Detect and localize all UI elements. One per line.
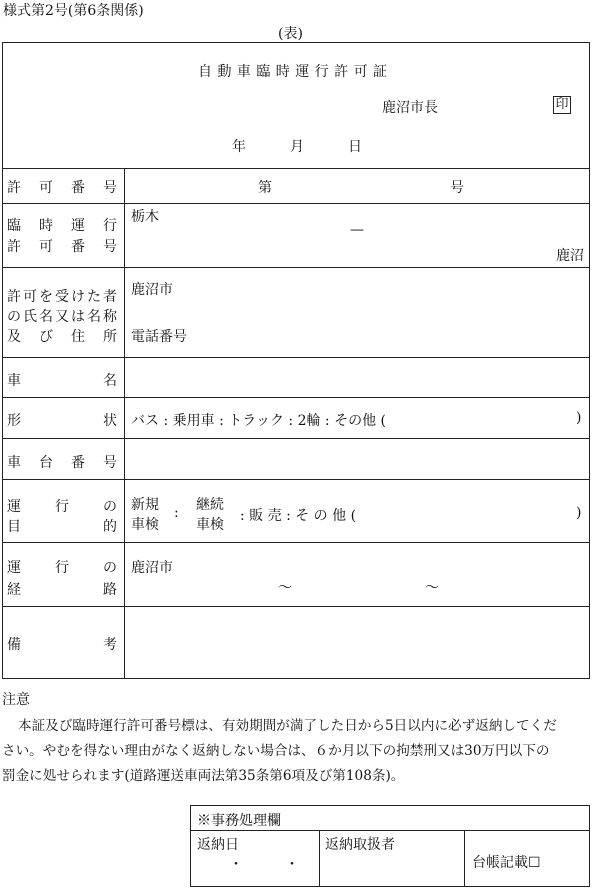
purpose-colon: : (174, 505, 179, 521)
shape-close: ) (576, 410, 582, 426)
return-handler-label: 返納取扱者 (325, 837, 395, 853)
office-box-column (464, 830, 465, 887)
notes-line-1: 本証及び臨時運行許可番号標は、有効期間が満了した日から5日以内に必ず返納してくだ (18, 718, 557, 734)
purpose-label-2: 目的 (7, 519, 117, 535)
route-label-1: 運行の (7, 560, 117, 576)
purpose-label-1: 運行の (7, 499, 117, 515)
notes-line-2: さい。やむを得ない理由がなく返納しない場合は、６か月以下の拘禁刑又は30万円以下の (2, 743, 550, 759)
chassis-label: 車台番号 (7, 455, 117, 471)
permit-number-prefix: 第 (258, 180, 272, 196)
holder-phone: 電話番号 (131, 329, 187, 345)
notes-line-3: 罰金に処せられます(道路運送車両法第35条第6項及び第108条)。 (2, 768, 405, 784)
route-tilde-1: 〜 (278, 580, 292, 596)
return-date-label: 返納日 (197, 837, 239, 853)
date-year: 年 (232, 139, 246, 155)
return-date-dots: ・ ・ (229, 857, 299, 873)
holder-label-3: 及び住所 (7, 329, 117, 345)
office-box-title: ※事務処理欄 (197, 813, 281, 829)
route-label-2: 経路 (7, 582, 117, 598)
seal-mark: 印 (553, 96, 571, 114)
shape-options: バス : 乗用車 : トラック : 2輪 : その他 ( (131, 413, 387, 429)
route-tilde-2: 〜 (425, 580, 439, 596)
row-divider (2, 438, 590, 439)
plate-number-label-1: 臨時運行 (7, 218, 117, 234)
row-divider (2, 267, 590, 268)
office-box-column (319, 830, 320, 887)
date-month: 月 (290, 139, 304, 155)
permit-number-suffix: 号 (450, 180, 464, 196)
purpose-new: 新規 (131, 497, 159, 513)
row-divider (2, 542, 590, 543)
holder-label-2: の氏名又は名称 (7, 309, 117, 325)
purpose-continue: 継続 (196, 497, 224, 513)
row-divider (2, 203, 590, 204)
notes-heading: 注意 (2, 692, 30, 708)
row-divider (2, 606, 590, 607)
purpose-close: ) (576, 505, 582, 521)
permit-number-label: 許可番号 (7, 180, 117, 196)
form-title: 自 動 車 臨 時 運 行 許 可 証 (198, 64, 388, 80)
plate-region: 栃木 (131, 209, 159, 225)
remarks-label: 備考 (7, 637, 117, 653)
row-divider (2, 357, 590, 358)
plate-dash: — (350, 222, 364, 238)
plate-number-label-2: 許可番号 (7, 239, 117, 255)
row-divider (2, 168, 590, 169)
row-divider (2, 397, 590, 398)
column-divider (124, 168, 125, 679)
shape-label: 形状 (7, 413, 117, 429)
row-divider (2, 479, 590, 480)
date-day: 日 (348, 139, 362, 155)
vehicle-name-label: 車名 (7, 373, 117, 389)
side-label: (表) (278, 26, 303, 42)
route-city: 鹿沼市 (131, 560, 173, 576)
ledger-entry-label: 台帳記載☐ (472, 855, 541, 871)
purpose-inspection: 車検 (131, 517, 159, 533)
form-number: 様式第2号(第6条関係) (3, 3, 144, 19)
purpose-inspection-2: 車検 (196, 517, 224, 533)
holder-label-1: 許可を受けた者 (7, 289, 117, 305)
mayor-name: 鹿沼市長 (382, 100, 438, 116)
office-box-divider (190, 830, 590, 831)
purpose-rest: : 販 売 : そ の 他 ( (240, 508, 357, 524)
plate-city: 鹿沼 (556, 248, 584, 264)
holder-city: 鹿沼市 (131, 282, 173, 298)
